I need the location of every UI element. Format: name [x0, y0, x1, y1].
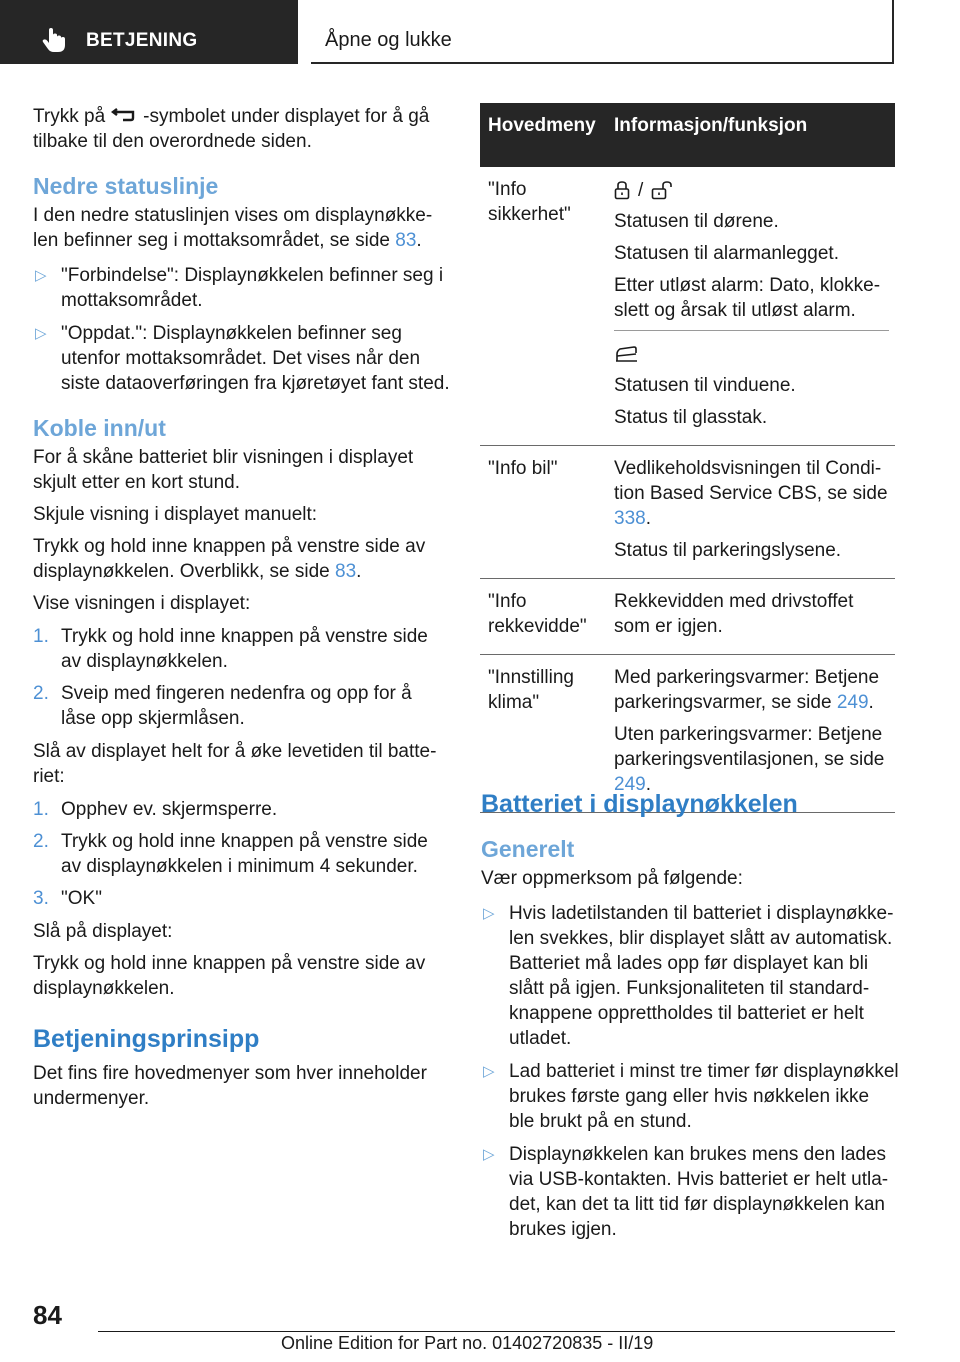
heading-koble: Koble inn/ut: [33, 415, 166, 441]
info-parking-heater: [614, 665, 889, 715]
betjening-p1: Det fins fire hovedmenyer som hver inneholder undermenyer.: [33, 1063, 427, 1109]
list-item: [33, 886, 451, 911]
heater-text: Med parkeringsvarmer: Betjene parkeringsvarmer, se side: [614, 667, 880, 713]
statuslinje-text: I den nedre statuslinjen vises om displaynøkkelen befinner seg i mottaksområdet, se side: [33, 205, 433, 251]
table-header: [480, 103, 895, 167]
step-text: "OK": [61, 888, 102, 909]
steps-turn-off: [33, 797, 451, 911]
list-item: [33, 263, 451, 313]
bullet-text: Lad batteriet i minst tre timer før displaynøkkel brukes første gang eller hvis nøkkelen ikke ble brukt på en stund.: [509, 1061, 899, 1132]
info-cbs: [614, 456, 889, 531]
info-windows: Statusen til vinduene.: [614, 375, 796, 396]
page-link-249[interactable]: 249: [836, 692, 869, 713]
page-link-249[interactable]: 249: [614, 774, 646, 795]
koble-p5: Slå av displayet helt for å øke levetiden til batteriet:: [33, 741, 437, 787]
statuslinje-paragraph: [33, 203, 451, 253]
menu-table: [480, 103, 895, 813]
info-glass-roof: Status til glasstak.: [614, 407, 768, 428]
header-col-info: Informasjon/funksjon: [614, 115, 808, 136]
cbs-period: .: [645, 508, 651, 529]
intro-text-before: Trykk på: [33, 106, 106, 127]
row-content: [607, 579, 895, 654]
heading-general: Generelt: [481, 836, 575, 862]
page-link-338[interactable]: 338: [614, 508, 646, 529]
statuslinje-bullet-list: [33, 263, 451, 396]
left-column: [33, 104, 451, 1118]
info-range: Rekkevidden med drivstoffet som er igjen.: [614, 591, 854, 637]
list-item: [33, 681, 451, 731]
step-text: Trykk og hold inne knappen på venstre side av displaynøkkelen i minimum 4 sekunder.: [61, 831, 428, 877]
footer-edition: Online Edition for Part no. 01402720835 - II/19: [281, 1333, 654, 1353]
window-icons: [614, 341, 889, 367]
row-content: [607, 167, 895, 445]
right-column: [481, 780, 899, 1250]
info-alarm: Statusen til alarmanlegget.: [614, 243, 839, 264]
bullet-text: Hvis ladetilstanden til batteriet i displaynøkkelen svekkes, blir displayet slått av automatisk. Batteriet må lades opp før displayet kan bli slått på igjen. Funksjonaliteten til standardknappene opprettholdes til batteriet er helt utladet.: [509, 903, 894, 1049]
koble-p1: For å skåne batteriet blir visningen i displayet skjult etter en kort stund.: [33, 447, 414, 493]
page-link-83[interactable]: 83: [395, 230, 417, 251]
row-label: "Innstilling klima": [488, 667, 574, 713]
koble-p3-period: .: [356, 561, 362, 582]
step-number: 2.: [33, 683, 49, 704]
lock-closed-icon: [614, 180, 630, 200]
koble-p6: Slå på displayet:: [33, 921, 173, 942]
step-text: Trykk og hold inne knappen på venstre side av displaynøkkelen.: [61, 626, 428, 672]
section-label: BETJENING: [86, 30, 198, 51]
koble-p2: Skjule visning i displayet manuelt:: [33, 504, 318, 525]
chapter-header: [311, 0, 894, 64]
step-text: Sveip med fingeren nedenfra og opp for å låse opp skjermlåsen.: [61, 683, 412, 729]
row-label: "Info bil": [488, 458, 558, 479]
chapter-title: Åpne og lukke: [325, 29, 452, 51]
general-intro: Vær oppmerksom på følgende:: [481, 868, 743, 889]
footer-divider: [98, 1331, 895, 1332]
header-col-menu: Hovedmeny: [488, 115, 596, 136]
koble-p4: Vise visningen i displayet:: [33, 593, 251, 614]
hand-pointer-icon: [40, 26, 68, 54]
page-link-83[interactable]: 83: [335, 561, 357, 582]
triangle-bullet-icon: ▷: [483, 1063, 495, 1080]
statuslinje-period: .: [416, 230, 422, 251]
steps-show-display: [33, 624, 451, 731]
list-item: [481, 1059, 899, 1134]
heading-statuslinje: Nedre statuslinje: [33, 173, 219, 199]
bullet-text: "Oppdat.": Displaynøkkelen befinner seg utenfor mottaksområdet. Det vises når den siste dataoverføringen fra kjøretøyet fant sted.: [61, 323, 450, 394]
ventilation-text: Uten parkeringsvarmer: Betjene parkeringsventilasjonen, se side: [614, 724, 885, 770]
list-item: [481, 901, 899, 1051]
list-item: [481, 1142, 899, 1242]
icon-separator: /: [638, 179, 644, 201]
triangle-bullet-icon: ▷: [35, 267, 47, 284]
table-row: [480, 167, 895, 446]
list-item: [33, 321, 451, 396]
step-number: 2.: [33, 831, 49, 852]
bullet-text: Displaynøkkelen kan brukes mens den lades via USB-kontakten. Hvis batteriet er helt utladet, kan det ta litt tid før displaynøkkelen kan brukes igjen.: [509, 1144, 889, 1240]
koble-p7: Trykk og hold inne knappen på venstre side av displaynøkkelen.: [33, 953, 426, 999]
bullet-text: "Forbindelse": Displaynøkkelen befinner seg i mottaksområdet.: [61, 265, 444, 311]
section-header: [0, 0, 298, 64]
ventilation-period: .: [645, 774, 651, 795]
step-number: 1.: [33, 799, 49, 820]
intro-text-after: -symbolet under displayet for å gå tilbake til den overordnede siden.: [33, 106, 430, 152]
triangle-bullet-icon: ▷: [35, 325, 47, 342]
info-parking-lights: Status til parkeringslysene.: [614, 540, 842, 561]
lock-open-icon: [651, 180, 673, 200]
battery-bullet-list: [481, 901, 899, 1242]
step-number: 1.: [33, 626, 49, 647]
table-row: [480, 579, 895, 655]
table-row: [480, 446, 895, 579]
triangle-bullet-icon: ▷: [483, 1146, 495, 1163]
heater-period: .: [868, 692, 874, 713]
page-number: 84: [33, 1300, 62, 1330]
cbs-text: Vedlikeholdsvisningen til Condition Based Service CBS, se side: [614, 458, 888, 504]
row-content: [607, 446, 895, 578]
lock-icons: [614, 177, 889, 203]
car-window-icon: [614, 345, 640, 363]
heading-battery: Batteriet i displaynøkkelen: [481, 790, 798, 818]
info-doors: Statusen til dørene.: [614, 211, 779, 232]
koble-p3-text: Trykk og hold inne knappen på venstre side av displaynøkkelen. Overblikk, se side: [33, 536, 426, 582]
row-label: "Info rekkevidde": [488, 591, 587, 637]
back-arrow-icon: [111, 106, 137, 124]
step-text: Opphev ev. skjermsperre.: [61, 799, 278, 820]
koble-p3: [33, 534, 451, 584]
info-alarm-triggered: Etter utløst alarm: Dato, klokkeslett og årsak til utløst alarm.: [614, 275, 881, 321]
triangle-bullet-icon: ▷: [483, 905, 495, 922]
subrow-doors: [614, 177, 889, 323]
step-number: 3.: [33, 888, 49, 909]
intro-paragraph: [33, 104, 451, 154]
row-label: "Info sikkerhet": [488, 179, 571, 225]
list-item: [33, 797, 451, 822]
list-item: [33, 829, 451, 879]
subrow-windows: [614, 330, 889, 430]
list-item: [33, 624, 451, 674]
heading-betjeningsprinsipp: Betjeningsprinsipp: [33, 1025, 260, 1053]
